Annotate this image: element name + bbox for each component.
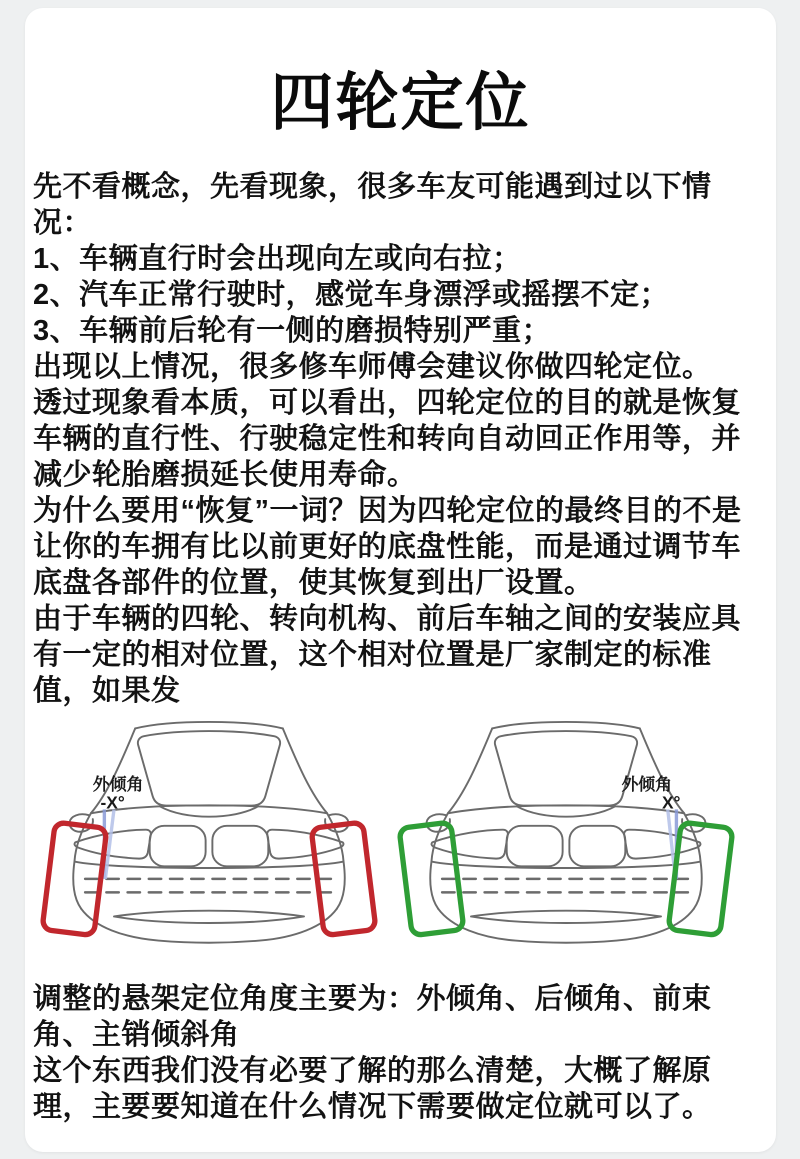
a-pillar-right: [283, 728, 327, 813]
headlight-right: [624, 829, 700, 858]
body-paragraph-1: 透过现象看本质，可以看出，四轮定位的目的就是恢复车辆的直行性、行驶稳定性和转向自动回正作用等，并减少轮胎磨损延长使用寿命。: [33, 386, 742, 491]
body-paragraph-3: 由于车辆的四轮、转向机构、前后车轴之间的安装应具有一定的相对位置，这个相对位置是厂家制定的标准值，如果发: [33, 602, 742, 707]
symptom-item-2: 2、汽车正常行驶时，感觉车身漂浮或摇摆不定；: [33, 278, 670, 311]
outro-paragraph-2: 这个东西我们没有必要了解的那么清楚，大概了解原理，主要要知道在什么情况下需要做定位就可以了。: [33, 1054, 712, 1123]
symptom-item-1: 1、车辆直行时会出现向左或向右拉；: [33, 242, 522, 275]
bumper-top-line: [74, 861, 343, 868]
camber-label: 外倾角: [92, 774, 144, 794]
article-body: [25, 169, 776, 1125]
bumper-side-left: [430, 861, 438, 908]
car-outline: [427, 722, 706, 943]
lower-lip: [438, 909, 694, 943]
outro-section: [33, 981, 748, 1125]
hood-crease: [517, 806, 614, 816]
roof-line: [492, 722, 640, 729]
lower-intake: [114, 910, 304, 922]
camber-value: X°: [661, 792, 681, 813]
headlight-left: [432, 829, 508, 858]
intro-lead-paragraph: 先不看概念，先看现象，很多车友可能遇到过以下情况：: [33, 170, 712, 239]
bumper-side-right: [694, 861, 702, 908]
headlight-right: [267, 829, 343, 858]
hood-crease: [160, 806, 257, 816]
camber-label: 外倾角: [621, 774, 673, 794]
kidney-grille-left: [507, 826, 563, 867]
car-front-line-art: [33, 713, 385, 957]
intro-conclusion-paragraph: 出现以上情况，很多修车师傅会建议你做四轮定位。: [33, 350, 712, 383]
camber-value: -X°: [100, 792, 125, 813]
lower-lip: [81, 909, 337, 943]
article-card: [25, 8, 776, 1152]
kidney-grille-right: [212, 826, 268, 867]
bumper-side-left: [73, 861, 81, 908]
headlight-left: [75, 829, 151, 858]
lower-intake: [471, 910, 661, 922]
roof-line: [135, 722, 283, 729]
windshield: [495, 731, 637, 805]
page-title: 四轮定位: [270, 68, 531, 138]
kidney-grille-right: [569, 826, 625, 867]
bumper-top-line: [431, 861, 700, 868]
bumper-side-right: [337, 861, 345, 908]
outro-paragraph-1: 调整的悬架定位角度主要为：外倾角、后倾角、前束角、主销倾斜角: [33, 982, 712, 1051]
body-paragraph-2: 为什么要用“恢复”一词？因为四轮定位的最终目的不是让你的车拥有比以前更好的底盘性能，而是通过调节车底盘各部件的位置，使其恢复到出厂设置。: [33, 494, 742, 599]
a-pillar-left: [448, 728, 492, 813]
windshield: [138, 731, 280, 805]
camber-alignment-figure: [33, 713, 748, 957]
car-diagram-positive-camber: [390, 713, 742, 957]
kidney-grille-left: [150, 826, 206, 867]
car-front-line-art: [390, 713, 742, 957]
car-diagram-negative-camber: [33, 713, 385, 957]
symptom-item-3: 3、车辆前后轮有一侧的磨损特别严重；: [33, 314, 552, 347]
